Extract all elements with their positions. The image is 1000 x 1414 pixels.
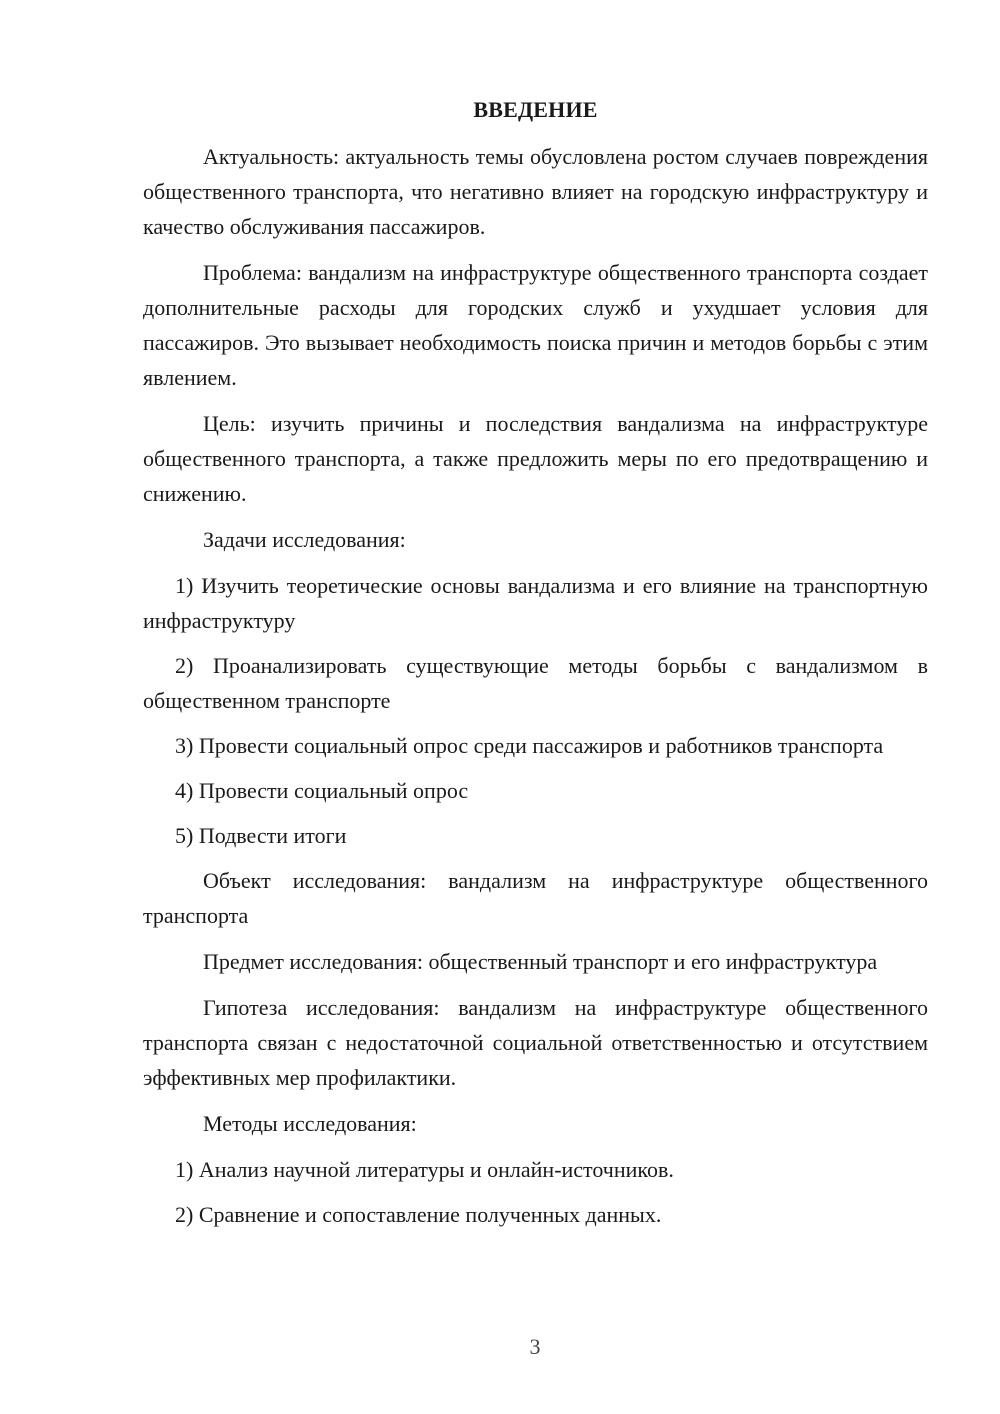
section-title: ВВЕДЕНИЕ — [473, 97, 598, 122]
task-item-5: 5) Подвести итоги — [175, 823, 347, 848]
goal-paragraph: Цель: изучить причины и последствия вандализма на инфраструктуре общественного транспорта, а также предложить меры по его предотвращению и снижению. — [143, 411, 928, 506]
methods-heading: Методы исследования: — [203, 1111, 417, 1136]
tasks-heading: Задачи исследования: — [203, 527, 406, 552]
task-item-1: 1) Изучить теоретические основы вандализма и его влияние на транспортную инфраструктуру — [143, 573, 928, 633]
task-item-4: 4) Провести социальный опрос — [175, 778, 469, 803]
page-content — [143, 92, 928, 1242]
subject-paragraph: Предмет исследования: общественный транспорт и его инфраструктура — [203, 949, 878, 974]
problem-paragraph: Проблема: вандализм на инфраструктуре общественного транспорта создает дополнительные расходы для городских служб и ухудшает условия для пассажиров. Это вызывает необходимость поиска причин и методов борьбы с этим явлением. — [143, 260, 928, 390]
task-item-2: 2) Проанализировать существующие методы борьбы с вандализмом в общественном транспорте — [143, 653, 928, 713]
method-item-1: 1) Анализ научной литературы и онлайн-источников. — [175, 1157, 674, 1182]
page-number: 3 — [529, 1334, 541, 1359]
object-paragraph: Объект исследования: вандализм на инфраструктуре общественного транспорта — [143, 868, 928, 928]
method-item-2: 2) Сравнение и сопоставление полученных данных. — [175, 1202, 662, 1227]
task-item-3: 3) Провести социальный опрос среди пассажиров и работников транспорта — [175, 733, 884, 758]
hypothesis-paragraph: Гипотеза исследования: вандализм на инфраструктуре общественного транспорта связан с недостаточной социальной ответственностью и отсутствием эффективных мер профилактики. — [143, 995, 928, 1090]
methods-list — [143, 1152, 928, 1232]
tasks-list — [143, 568, 928, 853]
relevance-paragraph: Актуальность: актуальность темы обусловлена ростом случаев повреждения общественного транспорта, что негативно влияет на городскую инфраструктуру и качество обслуживания пассажиров. — [143, 144, 928, 239]
